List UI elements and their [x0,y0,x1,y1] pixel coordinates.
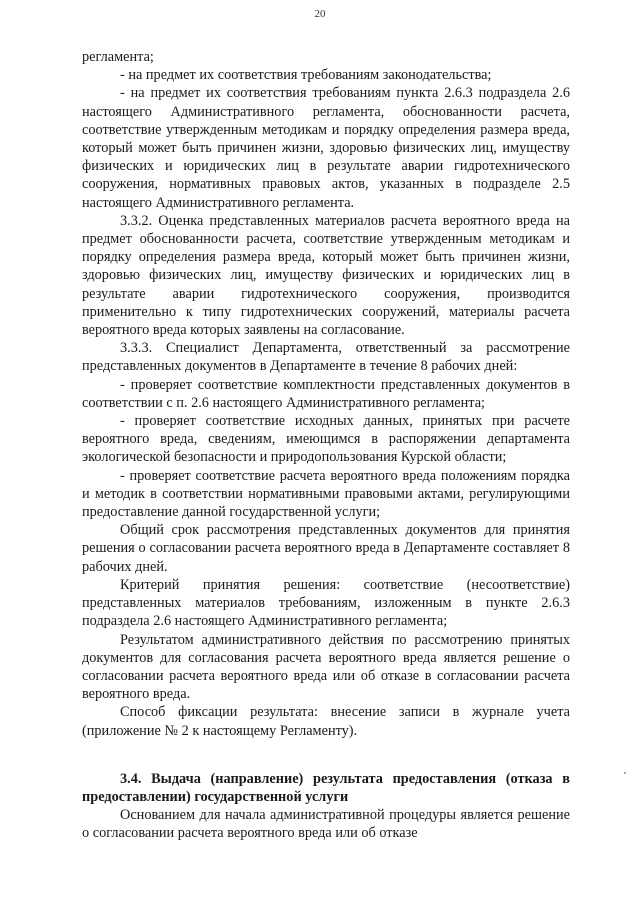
paragraph: 3.3.2. Оценка представленных материалов расчета вероятного вреда на предмет обоснованности расчета, соответствие утвержденным методикам и порядку определения размера вреда, который может быть причинен жизни, здоровью физических лиц, имуществу физических и юридических лиц в результате аварии гидротехнического сооружения, производится применительно к типу гидротехнических сооружений, материалы расчета вероятного вреда которых заявлены на согласование. [82,212,570,339]
document-body [82,48,570,843]
paragraph: - проверяет соответствие исходных данных, принятых при расчете вероятного вреда, сведениям, имеющимся в распоряжении департамента экологической безопасности и природопользования Курской области; [82,413,570,466]
paragraph: - проверяет соответствие комплектности представленных документов в соответствии с п. 2.6 настоящего Административного регламента; [82,376,570,411]
paragraph: - на предмет их соответствия требованиям пункта 2.6.3 подраздела 2.6 настоящего Административного регламента, обоснованности расчета, соответствие утвержденным методикам и порядку определения размера вреда, который может быть причинен жизни, здоровью физических лиц, имуществу физических и юридических лиц в результате аварии гидротехнического сооружения, нормативных правовых актов, указанных в подразделе 2.5 настоящего Административного регламента. [82,85,570,211]
paragraph: Способ фиксации результата: внесение записи в журнале учета (приложение № 2 к настоящему Регламенту). [82,704,570,739]
paragraph: - проверяет соответствие расчета вероятного вреда положениям порядка и методик в соответствии нормативными правовыми актами, регулирующими предоставление данной государственной услуги; [82,467,570,521]
paragraph: Критерий принятия решения: соответствие (несоответствие) представленных материалов требованиям, изложенным в пункте 2.6.3 подраздела 2.6 настоящего Административного регламента; [82,576,570,630]
scan-speck [624,772,626,774]
paragraph: регламента; [82,49,154,65]
closing-paragraph: Основанием для начала административной процедуры является решение о согласовании расчета вероятного вреда или об отказе [82,807,570,842]
section-heading: 3.4. Выдача (направление) результата предоставления (отказа в предоставлении) государственной услуги [82,770,570,805]
paragraph: Результатом административного действия по рассмотрению принятых документов для согласования расчета вероятного вреда является решение о согласовании расчета вероятного вреда или об отказе в согласовании расчета вероятного вреда. [82,631,570,703]
page-number: 20 [314,8,326,20]
paragraph: - на предмет их соответствия требованиям законодательства; [120,67,492,84]
paragraph: 3.3.3. Специалист Департамента, ответственный за рассмотрение представленных документов в Департаменте в течение 8 рабочих дней: [82,340,570,375]
paragraph: Общий срок рассмотрения представленных документов для принятия решения о согласовании расчета вероятного вреда в Департаменте составляет 8 рабочих дней. [82,522,570,575]
